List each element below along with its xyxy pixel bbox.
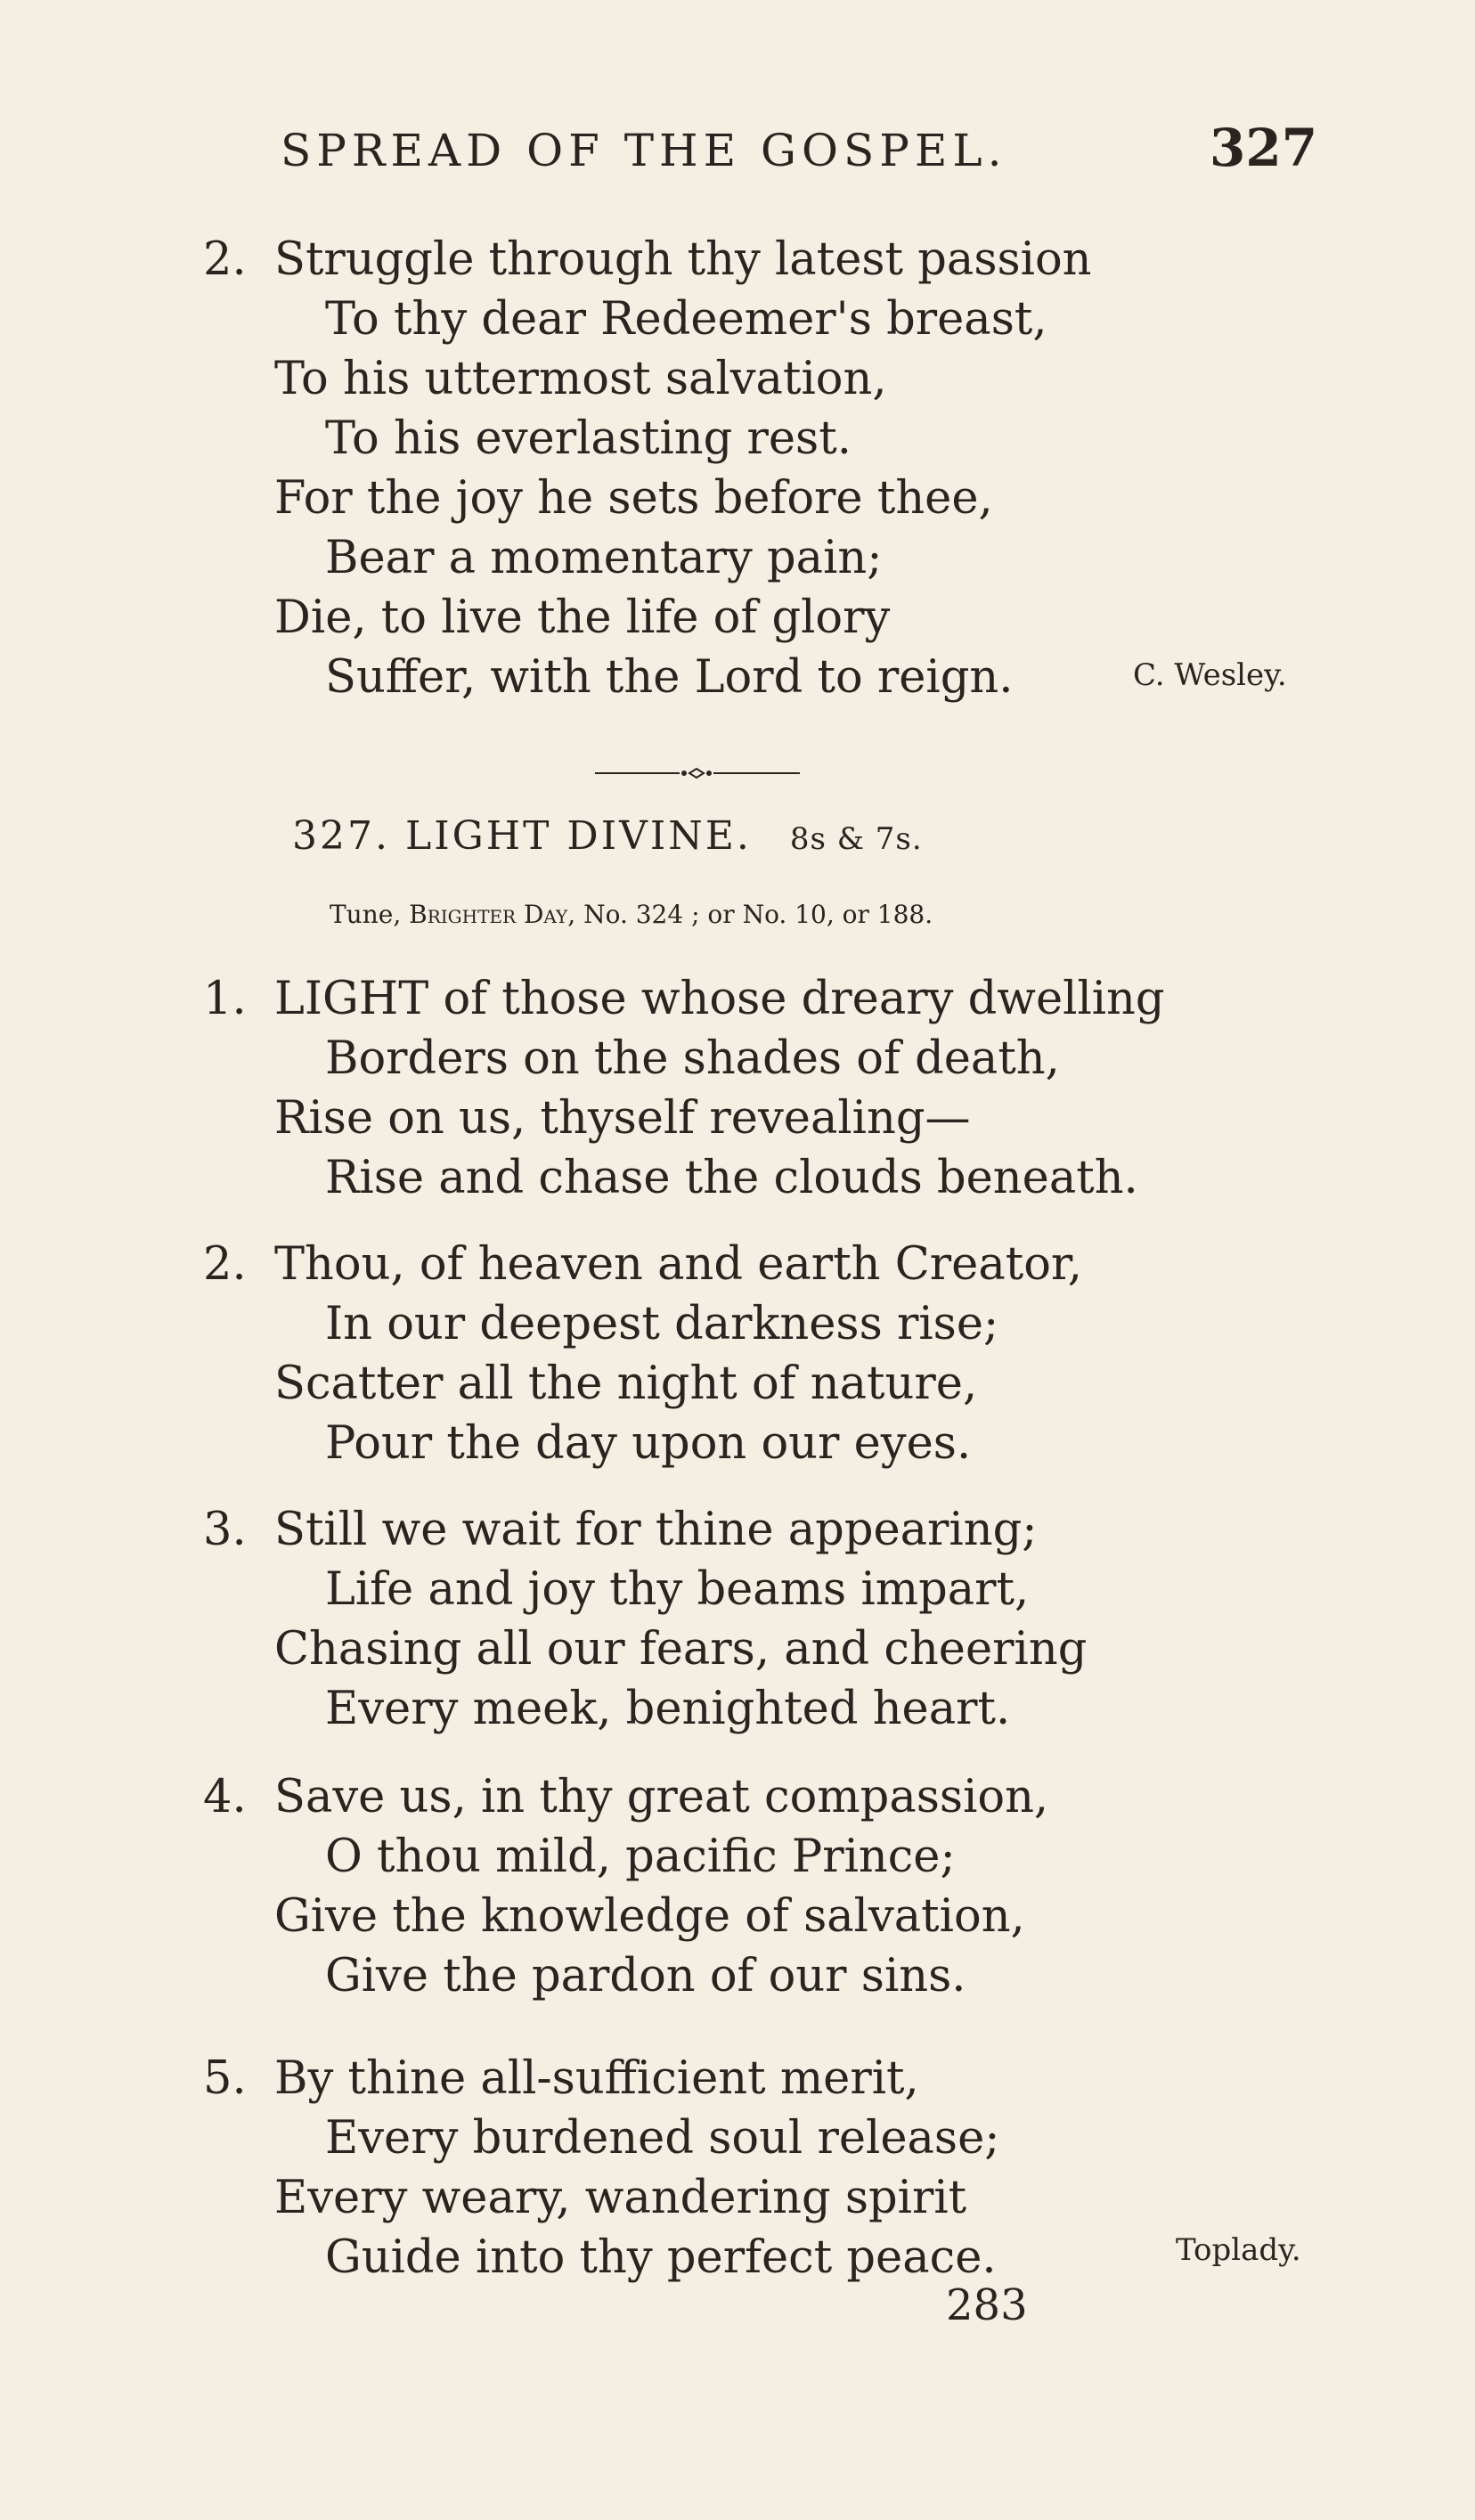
stanza-line: In our deepest darkness rise;: [325, 1298, 999, 1350]
footer-page-number: 283: [946, 2280, 1028, 2330]
stanza-line: Thou, of heaven and earth Creator,: [274, 1238, 1082, 1291]
section-divider: [595, 768, 800, 779]
running-header: [0, 116, 1475, 187]
stanza-number: 1.: [203, 973, 247, 1025]
author-attribution: C. Wesley.: [1133, 657, 1287, 693]
stanza-line: To his uttermost salvation,: [274, 353, 887, 405]
page-number: 327: [1210, 118, 1318, 178]
hymn-title: LIGHT DIVINE.: [404, 813, 752, 859]
hymn-heading: [292, 813, 923, 859]
stanza-line: Borders on the shades of death,: [325, 1032, 1060, 1085]
section-title: SPREAD OF THE GOSPEL.: [281, 125, 1007, 176]
stanza-line: Suffer, with the Lord to reign.: [325, 651, 1014, 704]
stanza-line: Give the knowledge of salvation,: [274, 1890, 1025, 1943]
stanza-line: Bear a momentary pain;: [325, 532, 883, 584]
tune-reference: No. 324 ; or No. 10, or 188.: [583, 900, 933, 929]
stanza-line: Struggle through thy latest passion: [274, 233, 1092, 286]
stanza-line: LIGHT of those whose dreary dwelling: [274, 973, 1165, 1025]
stanza-line: Pour the day upon our eyes.: [325, 1417, 972, 1470]
stanza-line: Rise and chase the clouds beneath.: [325, 1152, 1138, 1204]
hymn-meter: 8s & 7s.: [789, 821, 923, 857]
tune-name: Brighter Day,: [409, 900, 576, 929]
stanza-line: By thine all-sufficient merit,: [274, 2052, 919, 2105]
stanza-number: 4.: [203, 1771, 247, 1823]
stanza-number: 5.: [203, 2052, 247, 2105]
stanza-line: Save us, in thy great compassion,: [274, 1771, 1049, 1823]
stanza-line: Die, to live the life of glory: [274, 591, 891, 644]
stanza-line: O thou mild, pacific Prince;: [325, 1831, 956, 1883]
stanza-line: Chasing all our fears, and cheering: [274, 1623, 1088, 1676]
stanza-number: 3.: [203, 1504, 247, 1556]
stanza-line: Guide into thy perfect peace.: [325, 2231, 997, 2284]
stanza-line: Still we wait for thine appearing;: [274, 1504, 1038, 1556]
stanza-line: Every burdened soul release;: [325, 2112, 1000, 2165]
stanza-line: Rise on us, thyself revealing—: [274, 1092, 971, 1145]
stanza-line: To his everlasting rest.: [325, 412, 852, 465]
stanza-line: For the joy he sets before thee,: [274, 472, 993, 525]
stanza-line: To thy dear Redeemer's breast,: [325, 293, 1047, 346]
stanza-line: Every meek, benighted heart.: [325, 1683, 1011, 1735]
stanza-line: Scatter all the night of nature,: [274, 1358, 978, 1410]
tune-prefix: Tune,: [330, 900, 402, 929]
stanza-number: 2.: [203, 1238, 247, 1291]
stanza-line: Give the pardon of our sins.: [325, 1950, 966, 2002]
tune-line: [330, 900, 933, 929]
stanza-line: Every weary, wandering spirit: [274, 2172, 967, 2224]
stanza-line: Life and joy thy beams impart,: [325, 1563, 1030, 1616]
author-attribution: Toplady.: [1176, 2232, 1301, 2268]
hymn-number: 327.: [292, 813, 390, 859]
stanza-number: 2.: [203, 233, 247, 286]
